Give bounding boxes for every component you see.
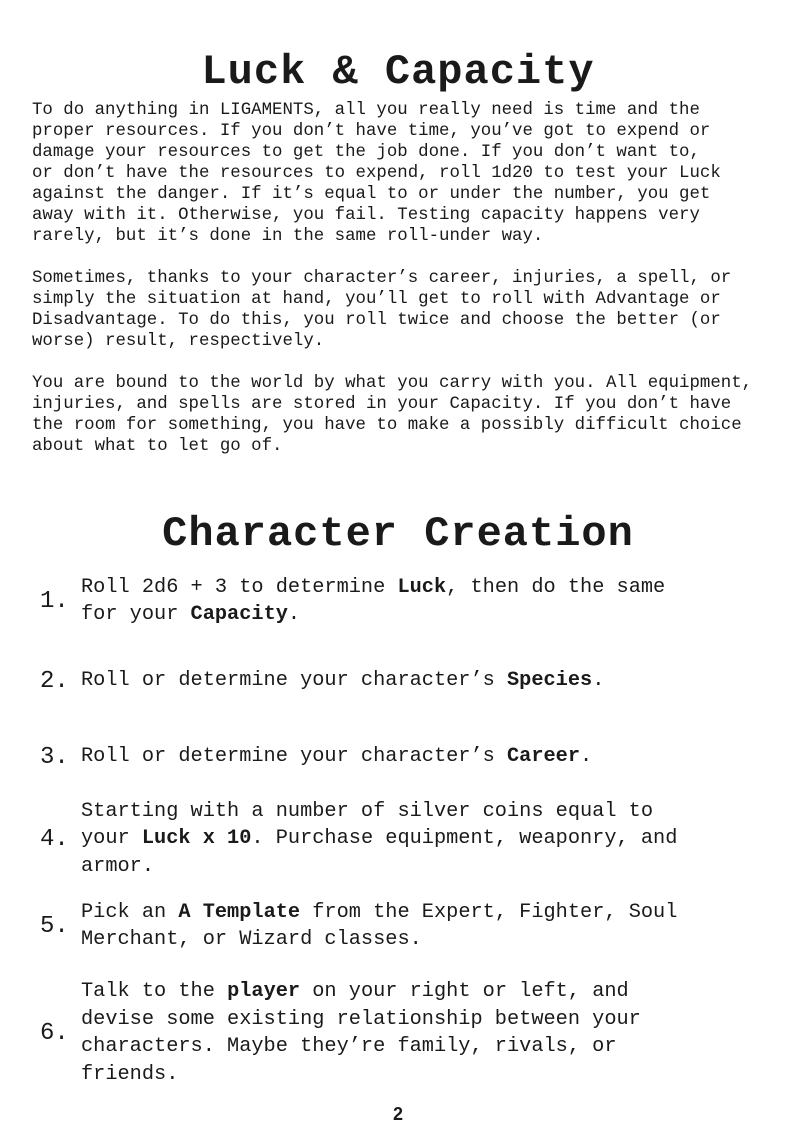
section-title-character-creation: Character Creation — [162, 510, 634, 558]
section-title-luck-capacity: Luck & Capacity — [201, 48, 595, 96]
step-number: 4. — [40, 825, 69, 853]
step-text-run: . — [287, 603, 301, 626]
step-number: 5. — [40, 912, 69, 940]
step-text — [81, 667, 604, 695]
step-keyword: A Template — [178, 900, 301, 924]
step-text-run: , then do the same for your — [81, 575, 666, 626]
step-2 — [40, 666, 760, 696]
page-number: 2 — [392, 1104, 403, 1124]
step-text-run: Starting with a number of silver coins equal to your — [81, 799, 654, 851]
step-6 — [40, 977, 760, 1089]
paragraph-resources: To do anything in LIGAMENTS, all you really need is time and the proper resources. If you don’t have time, you’ve got to expend or damage your resources to get the job done. If you don’t want to, or don’t have the resources to expend, roll 1d20 to test your Luck against the danger. If it’s equal to or under the number, you get away with it. Otherwise, you fail. Testing capacity happens very rarely, but it’s done in the same roll-under way. — [32, 101, 721, 246]
step-text-run: on your right or left, and devise some existing relationship between your characters. Maybe they’re family, rivals, or friends. — [81, 980, 641, 1086]
step-text-run: . — [580, 745, 593, 769]
step-keyword: Capacity — [190, 603, 288, 626]
step-keyword: Species — [506, 669, 593, 693]
step-keyword: Career — [506, 745, 581, 769]
step-text-run: Pick an — [81, 900, 179, 924]
paragraph-capacity: You are bound to the world by what you carry with you. All equipment, injuries, and spells are stored in your Capacity. If you don’t have the room for something, you have to make a possibly difficult choice about what to let go of. — [32, 374, 753, 456]
step-number: 2. — [40, 667, 69, 695]
step-text-run: . Purchase equipment, weaponry, and armor. — [81, 827, 678, 878]
step-keyword: Luck — [397, 575, 447, 599]
step-number: 6. — [40, 1019, 69, 1047]
step-keyword: player — [227, 980, 301, 1003]
step-1 — [40, 572, 760, 630]
luck-capacity-body — [32, 100, 772, 478]
step-5 — [40, 898, 760, 954]
step-text — [81, 798, 677, 881]
step-3 — [40, 742, 760, 772]
step-text-run: Roll or determine your character’s — [81, 745, 507, 769]
step-text-run: Roll 2d6 + 3 to determine — [81, 575, 398, 599]
step-text — [81, 574, 665, 629]
step-text-run: Talk to the — [81, 980, 228, 1003]
step-text-run: . — [592, 669, 605, 693]
step-number: 3. — [40, 743, 69, 771]
step-text-run: Roll or determine your character’s — [81, 669, 507, 693]
step-text-run: from the Expert, Fighter, Soul Merchant, or Wizard classes. — [81, 900, 678, 951]
step-number: 1. — [40, 587, 69, 615]
step-keyword: Luck x 10 — [141, 827, 252, 851]
step-4 — [40, 797, 760, 881]
step-text — [81, 978, 641, 1088]
paragraph-advantage: Sometimes, thanks to your character’s career, injuries, a spell, or simply the situation at hand, you’ll get to roll with Advantage or Disadvantage. To do this, you roll twice and choose the better (or worse) result, respectively. — [32, 269, 732, 351]
step-text — [81, 743, 592, 771]
step-text — [81, 899, 677, 954]
